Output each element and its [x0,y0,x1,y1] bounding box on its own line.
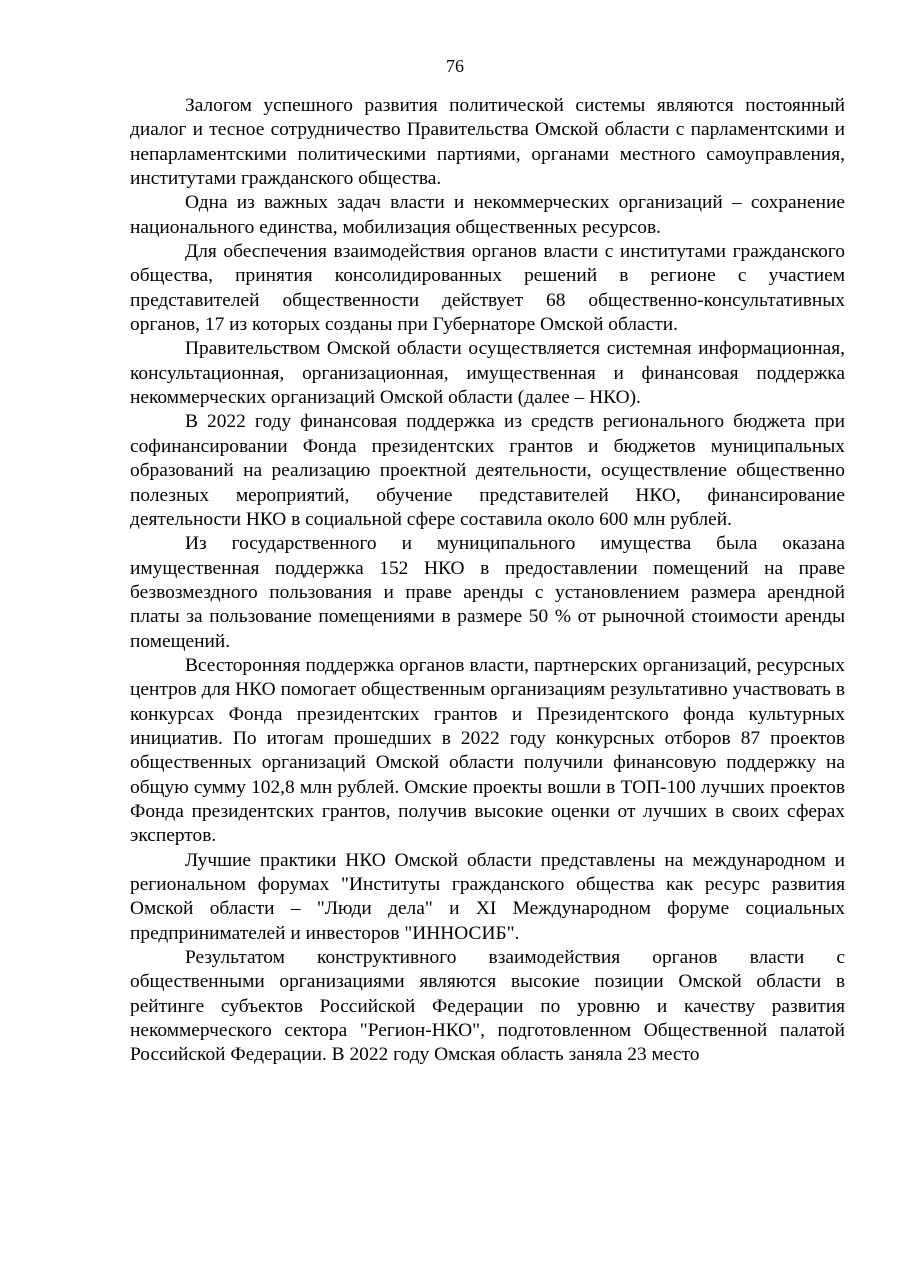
paragraph-7: Всесторонняя поддержка органов власти, партнерских организаций, ресурсных центров для НКО помогает общественным организациям результативно участвовать в конкурсах Фонда президентских грантов и Президентского фонда культурных инициатив. По итогам прошедших в 2022 году конкурсных отборов 87 проектов общественных организаций Омской области получили финансовую поддержку на общую сумму 102,8 млн рублей. Омские проекты вошли в ТОП-100 лучших проектов Фонда президентских грантов, получив высокие оценки от лучших в своих сферах экспертов. [130,654,845,847]
paragraph-2: Одна из важных задач власти и некоммерческих организаций – сохранение национального единства, мобилизация общественных ресурсов. [130,192,845,238]
page-number: 76 [446,56,464,76]
paragraph-9: Результатом конструктивного взаимодействия органов власти с общественными организациями являются высокие позиции Омской области в рейтинге субъектов Российской Федерации по уровню и качеству развития некоммерческого сектора "Регион-НКО", подготовленном Общественной палатой Российской Федерации. В 2022 году Омская область заняла 23 место [130,947,845,1066]
paragraph-6: Из государственного и муниципального имущества была оказана имущественная поддержка 152 НКО в предоставлении помещений на праве безвозмездного пользования и праве аренды с установлением размера арендной платы за пользование помещениями в размере 50 % от рыночной стоимости аренды помещений. [130,533,845,652]
paragraph-8: Лучшие практики НКО Омской области представлены на международном и региональном форумах "Институты гражданского общества как ресурс развития Омской области – "Люди дела" и XI Международном форуме социальных предпринимателей и инвесторов "ИННОСИБ". [130,849,845,944]
paragraph-3: Для обеспечения взаимодействия органов власти с институтами гражданского общества, принятия консолидированных решений в регионе с участием представителей общественности действует 68 общественно-консультативных органов, 17 из которых созданы при Губернаторе Омской области. [130,241,845,336]
body-text [130,94,845,1068]
paragraph-1: Залогом успешного развития политической системы являются постоянный диалог и тесное сотрудничество Правительства Омской области с парламентскими и непарламентскими политическими партиями, органами местного самоуправления, институтами гражданского общества. [130,95,845,190]
paragraph-5: В 2022 году финансовая поддержка из средств регионального бюджета при софинансировании Фонда президентских грантов и бюджетов муниципальных образований на реализацию проектной деятельности, осуществление общественно полезных мероприятий, обучение представителей НКО, финансирование деятельности НКО в социальной сфере составила около 600 млн рублей. [130,411,845,530]
paragraph-4: Правительством Омской области осуществляется системная информационная, консультационная, организационная, имущественная и финансовая поддержка некоммерческих организаций Омской области (далее – НКО). [130,338,845,409]
